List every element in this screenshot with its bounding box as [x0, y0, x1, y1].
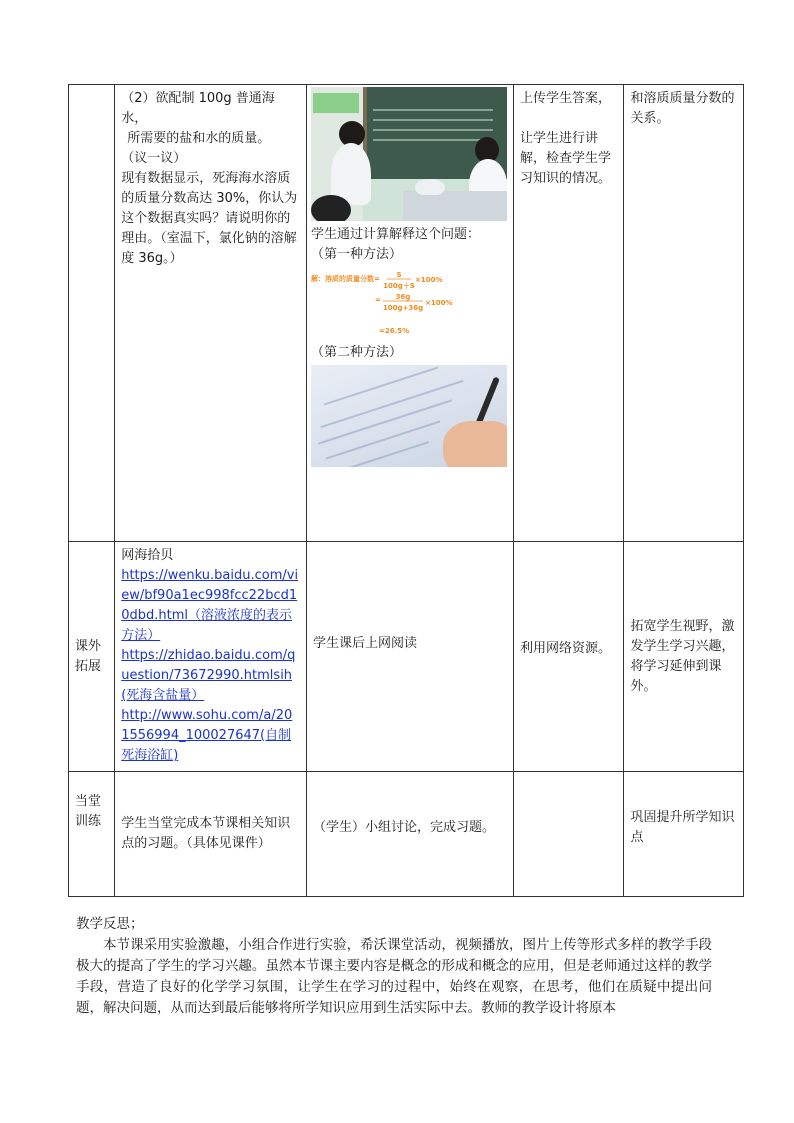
row3-col5: 巩固提升所学知识点 — [624, 772, 744, 897]
resource-title: 网海拾贝 — [121, 548, 174, 563]
formula-den-2: 100g+36g — [382, 304, 424, 312]
row3-col2: 学生当堂完成本节课相关知识点的习题。（具体见课件） — [115, 772, 307, 897]
question-line: （2）欲配制 100g 普通海水， — [121, 91, 275, 126]
table-row — [69, 85, 744, 542]
discuss-label: （议一议） — [121, 151, 187, 166]
row2-col4: 利用网络资源。 — [513, 542, 623, 772]
row1-col1 — [69, 85, 115, 542]
row2-col2 — [115, 542, 307, 772]
formula-num-1: S — [396, 271, 402, 279]
row1-col5: 和溶质质量分数的关系。 — [624, 85, 744, 542]
table-row — [69, 772, 744, 897]
reflection-body: 本节课采用实验激趣，小组合作进行实验，希沃课堂活动，视频播放，图片上传等形式多样的教学手段极大的提高了学生的学习兴趣。虽然本节课主要内容是概念的形成和概念的应用，但是老师通过这样的教学手段，营造了良好的化学学习氛围，让学生在学习的过程中，始终在观察，在思考，他们在质疑中提出问题，解决问题，从而达到最后能够将所学知识应用到生活实际中去。教师的教学设计将原本 — [76, 937, 712, 1016]
question-line: 所需要的盐和水的质量。 — [127, 131, 271, 146]
formula-num-2: 36g — [395, 293, 411, 301]
formula-suffix-1: ×100% — [415, 276, 443, 284]
row3-col3: （学生）小组讨论，完成习题。 — [307, 772, 514, 897]
formula-result: =26.5% — [379, 327, 410, 335]
row1-col4: 上传学生答案， 让学生进行讲解，检查学生学习知识的情况。 — [513, 85, 623, 542]
formula-image — [311, 269, 461, 341]
link-solution-concentration[interactable]: https://wenku.baidu.com/view/bf90a1ec998fcc22bcd10dbd.html（溶液浓度的表示方法） — [121, 568, 299, 643]
question-text: 现有数据显示，死海海水溶质的质量分数高达 30%，你认为这个数据真实吗？请说明你的理由。（室温下，氯化钠的溶解度 36g。） — [121, 171, 298, 266]
row3-col4 — [513, 772, 623, 897]
row2-col5: 拓宽学生视野，激发学生学习兴趣，将学习延伸到课外。 — [624, 542, 744, 772]
row1-col3 — [307, 85, 514, 542]
formula-den-1: 100g＋S — [383, 282, 415, 290]
formula-prefix: 解：溶质的质量分数= — [311, 275, 380, 283]
link-dead-sea-bathtub[interactable]: http://www.sohu.com/a/201556994_100027647(自制死海浴缸) — [121, 708, 293, 763]
reflection-heading: 教学反思； — [76, 916, 144, 932]
formula-suffix-2: ×100% — [425, 299, 453, 307]
teaching-reflection — [76, 914, 712, 1019]
svg-text:=: = — [375, 296, 381, 304]
table-row — [69, 542, 744, 772]
row3-col1: 当堂训练 — [69, 772, 115, 897]
row2-col1: 课外拓展 — [69, 542, 115, 772]
row1-col2 — [115, 85, 307, 542]
lesson-table — [68, 84, 744, 897]
row2-col3: 学生课后上网阅读 — [307, 542, 514, 772]
worksheet-photo — [311, 365, 507, 467]
student-explain-text: 学生通过计算解释这个问题： — [311, 227, 481, 242]
classroom-photo — [311, 87, 507, 221]
method-one-label: （第一种方法） — [311, 247, 403, 262]
link-dead-sea-salt[interactable]: https://zhidao.baidu.com/question/73672990.htmlsih(死海含盐量） — [121, 648, 296, 703]
method-two-label: （第二种方法） — [311, 345, 403, 360]
